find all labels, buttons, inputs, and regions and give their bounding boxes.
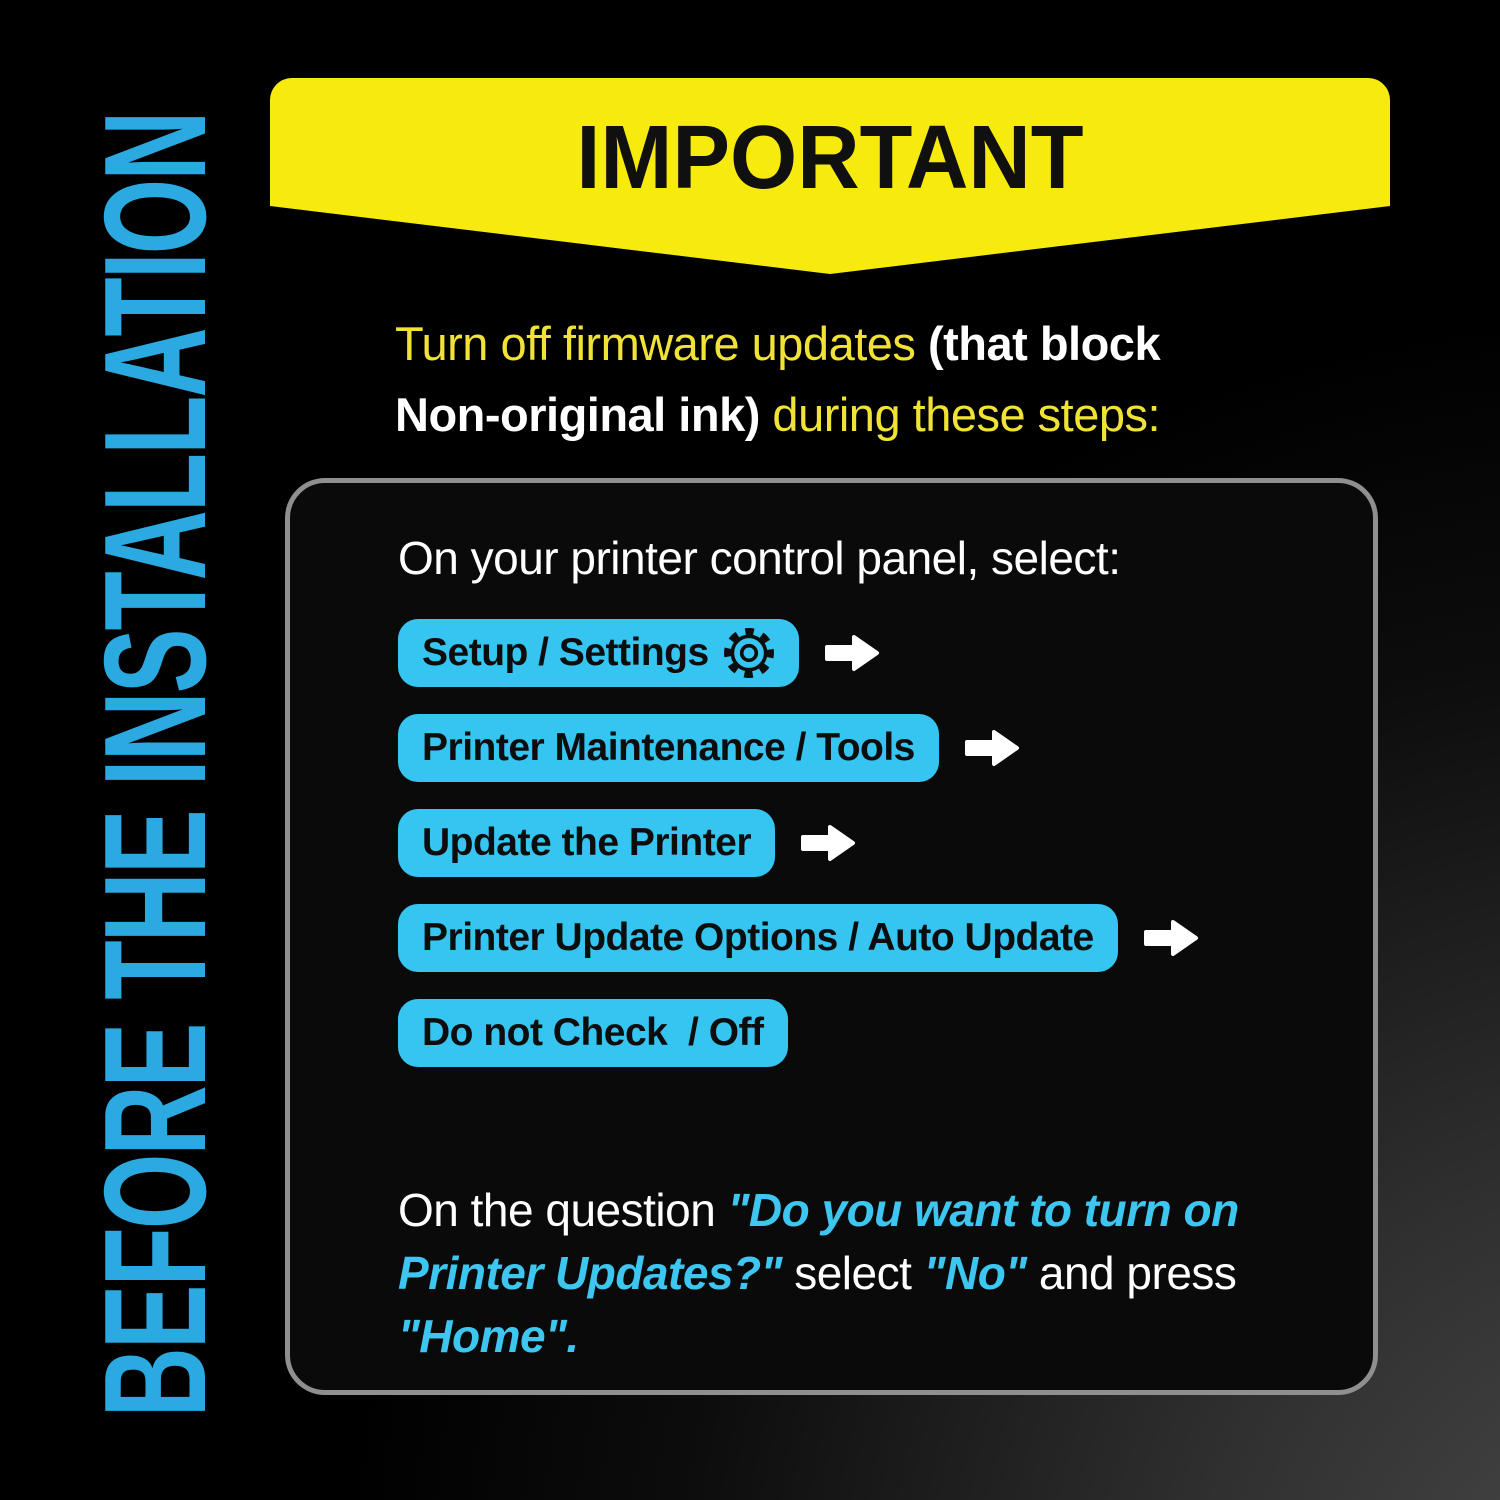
text-line: Printer Updates?" select "No" and press bbox=[398, 1247, 1237, 1299]
gear-icon bbox=[723, 627, 775, 679]
arrow-right-icon bbox=[825, 633, 881, 673]
button-do-not-check-off[interactable] bbox=[398, 999, 788, 1067]
menu-step-row bbox=[398, 904, 1337, 972]
text-line: Turn off firmware updates (that block bbox=[395, 317, 1161, 370]
button-printer-maintenance-tools[interactable] bbox=[398, 714, 939, 782]
menu-step-row bbox=[398, 809, 1337, 877]
button-printer-update-options-auto-update[interactable] bbox=[398, 904, 1118, 972]
button-label: Setup / Settings bbox=[422, 631, 709, 674]
text-line: Non-original ink) during these steps: bbox=[395, 388, 1161, 441]
intro-text bbox=[395, 308, 1160, 450]
question-note bbox=[398, 1179, 1337, 1368]
arrow-right-icon bbox=[1144, 918, 1200, 958]
button-update-the-printer[interactable] bbox=[398, 809, 775, 877]
menu-path-list bbox=[398, 619, 1337, 1067]
button-label: Printer Update Options / Auto Update bbox=[422, 916, 1094, 959]
vertical-title: BEFORE THE INSTALLATION bbox=[74, 112, 236, 1418]
menu-step-row bbox=[398, 999, 1337, 1067]
banner-title: IMPORTANT bbox=[576, 107, 1084, 208]
button-label: Update the Printer bbox=[422, 821, 752, 864]
panel-heading: On your printer control panel, select: bbox=[398, 532, 1121, 584]
arrow-right-icon bbox=[965, 728, 1021, 768]
instructions-panel bbox=[285, 478, 1378, 1395]
button-label: Printer Maintenance / Tools bbox=[422, 726, 915, 769]
important-banner bbox=[270, 78, 1390, 274]
menu-step-row bbox=[398, 714, 1337, 782]
text-line: On the question "Do you want to turn on bbox=[398, 1184, 1239, 1236]
button-label: Do not Check / Off bbox=[422, 1011, 764, 1054]
button-setup-settings[interactable] bbox=[398, 619, 799, 687]
arrow-right-icon bbox=[801, 823, 857, 863]
text-line: "Home". bbox=[398, 1310, 579, 1362]
menu-step-row bbox=[398, 619, 1337, 687]
